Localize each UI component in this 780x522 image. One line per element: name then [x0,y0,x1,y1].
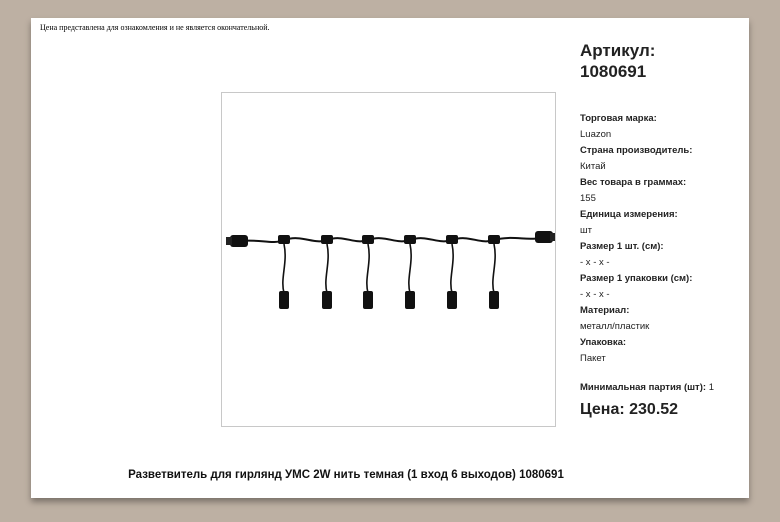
prop-value-country: Китай [580,161,606,172]
output-plug [322,291,332,309]
properties-list [580,111,745,367]
splitter-tee [446,235,458,244]
splitter-tee [404,235,416,244]
output-lead [409,244,411,293]
output-plug [447,291,457,309]
product-photo [221,92,556,427]
prop-label-weight: Вес товара в граммах: [580,177,687,188]
article-label: Артикул: [580,41,656,60]
prop-label-unit: Единица измерения: [580,209,678,220]
prop-value-item-size: - x - x - [580,257,610,268]
output-plug [489,291,499,309]
output-plug [405,291,415,309]
prop-value-unit: шт [580,225,592,236]
prop-label-item-size: Размер 1 шт. (см): [580,241,664,252]
output-lead [367,244,369,293]
product-name: Разветвитель для гирлянд УМС 2W нить темная (1 вход 6 выходов) 1080691 [128,469,564,481]
prop-value-material: металл/пластик [580,321,650,332]
prop-label-brand: Торговая марка: [580,113,657,124]
product-info [580,40,745,419]
prop-label-packaging: Упаковка: [580,337,627,348]
article-number: 1080691 [580,62,647,81]
garland-splitter-icon [222,93,557,428]
min-batch-value: 1 [708,382,714,393]
prop-value-brand: Luazon [580,129,612,140]
price-notice: Цена представлена для ознакомления и не является окончательной. [40,23,270,32]
output-plug [279,291,289,309]
prop-value-weight: 155 [580,193,596,204]
prop-value-packaging: Пакет [580,353,606,364]
splitter-tee [321,235,333,244]
output-lead [283,244,285,293]
min-batch [580,382,745,393]
splitter-tee [488,235,500,244]
prop-label-country: Страна производитель: [580,145,693,156]
price-value: 230.52 [629,401,679,418]
splitter-tee [278,235,290,244]
prop-label-package-size: Размер 1 упаковки (см): [580,273,693,284]
min-batch-label: Минимальная партия (шт): [580,382,707,393]
splitter-tee [362,235,374,244]
output-lead [326,244,328,293]
product-sheet [31,18,749,498]
prop-value-package-size: - x - x - [580,289,610,300]
price [580,401,745,419]
output-lead [451,244,453,293]
output-lead [493,244,495,293]
price-label: Цена: [580,401,625,418]
output-plug [363,291,373,309]
prop-label-material: Материал: [580,305,630,316]
